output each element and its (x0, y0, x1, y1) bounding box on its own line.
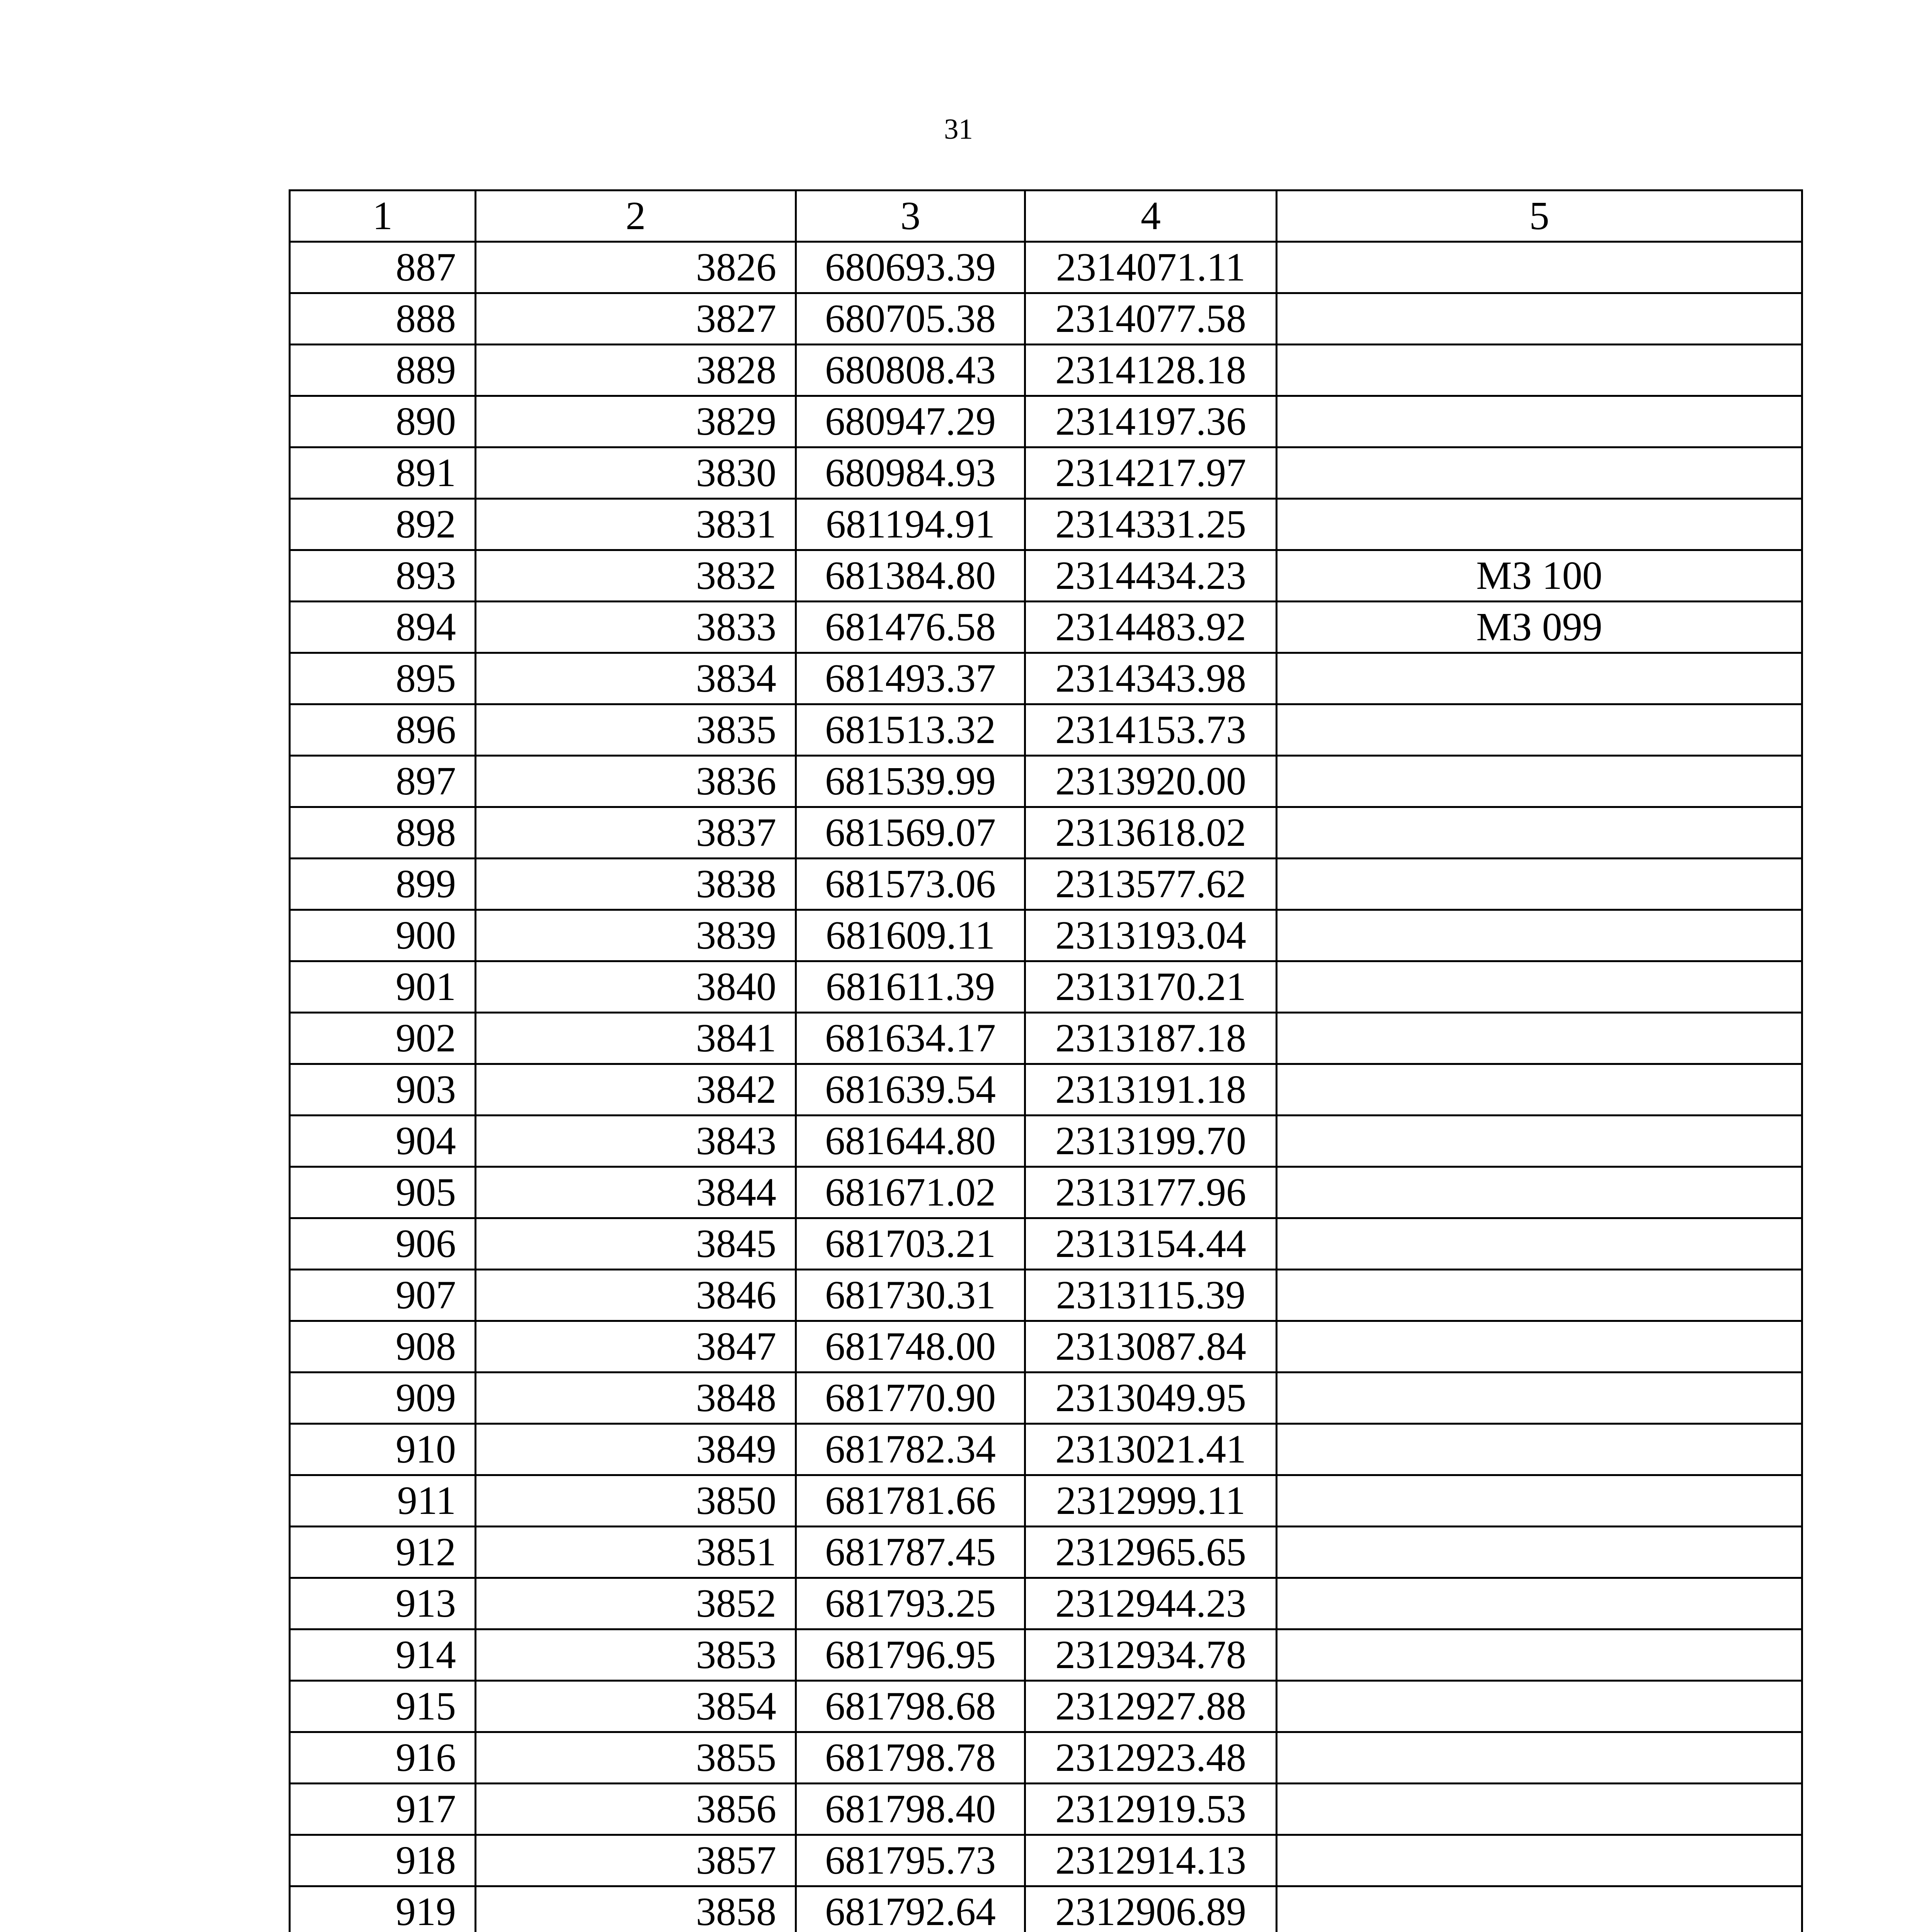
point-number-cell: 895 (290, 653, 476, 704)
point-id-cell: 3826 (476, 242, 796, 293)
point-id-cell: 3850 (476, 1475, 796, 1527)
y-coordinate-cell: 2313154.44 (1025, 1218, 1277, 1270)
y-coordinate-cell: 2314077.58 (1025, 293, 1277, 345)
point-id-cell: 3851 (476, 1527, 796, 1578)
point-id-cell: 3845 (476, 1218, 796, 1270)
y-coordinate-cell: 2312944.23 (1025, 1578, 1277, 1629)
note-cell (1277, 1578, 1802, 1629)
point-id-cell: 3848 (476, 1372, 796, 1424)
note-cell (1277, 704, 1802, 756)
x-coordinate-cell: 681194.91 (796, 499, 1025, 550)
table-row (290, 345, 1802, 396)
x-coordinate-cell: 681748.00 (796, 1321, 1025, 1372)
note-cell (1277, 396, 1802, 447)
x-coordinate-cell: 681798.78 (796, 1732, 1025, 1784)
point-id-cell: 3828 (476, 345, 796, 396)
point-number-cell: 891 (290, 447, 476, 499)
table-row (290, 859, 1802, 910)
point-id-cell: 3837 (476, 807, 796, 859)
y-coordinate-cell: 2313049.95 (1025, 1372, 1277, 1424)
point-id-cell: 3831 (476, 499, 796, 550)
table-row (290, 1321, 1802, 1372)
table-row (290, 550, 1802, 602)
coordinates-table (289, 189, 1803, 1932)
point-number-cell: 907 (290, 1270, 476, 1321)
x-coordinate-cell: 681384.80 (796, 550, 1025, 602)
note-cell (1277, 345, 1802, 396)
x-coordinate-cell: 681787.45 (796, 1527, 1025, 1578)
x-coordinate-cell: 681539.99 (796, 756, 1025, 807)
table-row (290, 961, 1802, 1013)
table-row (290, 653, 1802, 704)
x-coordinate-cell: 681781.66 (796, 1475, 1025, 1527)
x-coordinate-cell: 680808.43 (796, 345, 1025, 396)
point-number-cell: 910 (290, 1424, 476, 1475)
table-row (290, 1013, 1802, 1064)
point-id-cell: 3852 (476, 1578, 796, 1629)
note-cell (1277, 756, 1802, 807)
point-id-cell: 3844 (476, 1167, 796, 1218)
note-cell (1277, 961, 1802, 1013)
point-id-cell: 3857 (476, 1835, 796, 1886)
x-coordinate-cell: 681795.73 (796, 1835, 1025, 1886)
point-number-cell: 899 (290, 859, 476, 910)
note-cell (1277, 1886, 1802, 1932)
point-id-cell: 3835 (476, 704, 796, 756)
note-cell (1277, 1064, 1802, 1116)
note-cell (1277, 1475, 1802, 1527)
point-id-cell: 3849 (476, 1424, 796, 1475)
y-coordinate-cell: 2313087.84 (1025, 1321, 1277, 1372)
table-row (290, 1629, 1802, 1681)
table-row (290, 1270, 1802, 1321)
x-coordinate-cell: 680693.39 (796, 242, 1025, 293)
note-cell (1277, 1321, 1802, 1372)
note-cell (1277, 1218, 1802, 1270)
y-coordinate-cell: 2313577.62 (1025, 859, 1277, 910)
note-cell (1277, 1116, 1802, 1167)
note-cell (1277, 1013, 1802, 1064)
y-coordinate-cell: 2314128.18 (1025, 345, 1277, 396)
table-row (290, 293, 1802, 345)
point-number-cell: 897 (290, 756, 476, 807)
x-coordinate-cell: 680984.93 (796, 447, 1025, 499)
table-row (290, 1578, 1802, 1629)
note-cell (1277, 1629, 1802, 1681)
note-cell (1277, 1835, 1802, 1886)
table-row (290, 704, 1802, 756)
point-number-cell: 892 (290, 499, 476, 550)
note-cell (1277, 1732, 1802, 1784)
y-coordinate-cell: 2313021.41 (1025, 1424, 1277, 1475)
point-id-cell: 3842 (476, 1064, 796, 1116)
note-cell (1277, 242, 1802, 293)
y-coordinate-cell: 2314153.73 (1025, 704, 1277, 756)
y-coordinate-cell: 2314071.11 (1025, 242, 1277, 293)
x-coordinate-cell: 681573.06 (796, 859, 1025, 910)
point-id-cell: 3846 (476, 1270, 796, 1321)
point-id-cell: 3856 (476, 1784, 796, 1835)
header-cell-3: 3 (796, 190, 1025, 242)
y-coordinate-cell: 2313115.39 (1025, 1270, 1277, 1321)
point-id-cell: 3858 (476, 1886, 796, 1932)
note-cell (1277, 807, 1802, 859)
point-id-cell: 3843 (476, 1116, 796, 1167)
table-row (290, 1886, 1802, 1932)
point-number-cell: 898 (290, 807, 476, 859)
note-cell (1277, 1681, 1802, 1732)
x-coordinate-cell: 681792.64 (796, 1886, 1025, 1932)
y-coordinate-cell: 2313177.96 (1025, 1167, 1277, 1218)
table-row (290, 1372, 1802, 1424)
x-coordinate-cell: 681671.02 (796, 1167, 1025, 1218)
point-id-cell: 3840 (476, 961, 796, 1013)
y-coordinate-cell: 2314343.98 (1025, 653, 1277, 704)
note-cell (1277, 1784, 1802, 1835)
x-coordinate-cell: 681770.90 (796, 1372, 1025, 1424)
header-cell-4: 4 (1025, 190, 1277, 242)
header-cell-1: 1 (290, 190, 476, 242)
point-id-cell: 3839 (476, 910, 796, 961)
note-cell: МЗ 100 (1277, 550, 1802, 602)
y-coordinate-cell: 2313170.21 (1025, 961, 1277, 1013)
table-row (290, 1218, 1802, 1270)
note-cell (1277, 1527, 1802, 1578)
point-id-cell: 3833 (476, 602, 796, 653)
point-number-cell: 890 (290, 396, 476, 447)
y-coordinate-cell: 2312919.53 (1025, 1784, 1277, 1835)
y-coordinate-cell: 2314331.25 (1025, 499, 1277, 550)
point-id-cell: 3830 (476, 447, 796, 499)
y-coordinate-cell: 2314483.92 (1025, 602, 1277, 653)
table-body (290, 190, 1802, 1932)
point-id-cell: 3838 (476, 859, 796, 910)
y-coordinate-cell: 2314197.36 (1025, 396, 1277, 447)
point-number-cell: 914 (290, 1629, 476, 1681)
y-coordinate-cell: 2312965.65 (1025, 1527, 1277, 1578)
y-coordinate-cell: 2312927.88 (1025, 1681, 1277, 1732)
table-row (290, 756, 1802, 807)
note-cell (1277, 859, 1802, 910)
y-coordinate-cell: 2314217.97 (1025, 447, 1277, 499)
point-number-cell: 900 (290, 910, 476, 961)
point-number-cell: 888 (290, 293, 476, 345)
point-number-cell: 887 (290, 242, 476, 293)
point-number-cell: 912 (290, 1527, 476, 1578)
point-id-cell: 3834 (476, 653, 796, 704)
table-row (290, 602, 1802, 653)
point-id-cell: 3841 (476, 1013, 796, 1064)
point-number-cell: 889 (290, 345, 476, 396)
x-coordinate-cell: 681798.68 (796, 1681, 1025, 1732)
y-coordinate-cell: 2312923.48 (1025, 1732, 1277, 1784)
x-coordinate-cell: 681644.80 (796, 1116, 1025, 1167)
point-id-cell: 3853 (476, 1629, 796, 1681)
y-coordinate-cell: 2313193.04 (1025, 910, 1277, 961)
x-coordinate-cell: 681569.07 (796, 807, 1025, 859)
y-coordinate-cell: 2313191.18 (1025, 1064, 1277, 1116)
x-coordinate-cell: 681611.39 (796, 961, 1025, 1013)
point-number-cell: 918 (290, 1835, 476, 1886)
point-number-cell: 908 (290, 1321, 476, 1372)
point-number-cell: 905 (290, 1167, 476, 1218)
y-coordinate-cell: 2312906.89 (1025, 1886, 1277, 1932)
point-id-cell: 3855 (476, 1732, 796, 1784)
point-number-cell: 896 (290, 704, 476, 756)
point-number-cell: 901 (290, 961, 476, 1013)
note-cell (1277, 447, 1802, 499)
y-coordinate-cell: 2313618.02 (1025, 807, 1277, 859)
x-coordinate-cell: 681476.58 (796, 602, 1025, 653)
point-number-cell: 911 (290, 1475, 476, 1527)
point-number-cell: 916 (290, 1732, 476, 1784)
table-row (290, 1064, 1802, 1116)
note-cell (1277, 1372, 1802, 1424)
table-row (290, 1732, 1802, 1784)
point-number-cell: 915 (290, 1681, 476, 1732)
point-number-cell: 906 (290, 1218, 476, 1270)
note-cell (1277, 910, 1802, 961)
point-number-cell: 893 (290, 550, 476, 602)
note-cell (1277, 653, 1802, 704)
x-coordinate-cell: 681634.17 (796, 1013, 1025, 1064)
x-coordinate-cell: 681782.34 (796, 1424, 1025, 1475)
note-cell (1277, 499, 1802, 550)
x-coordinate-cell: 681513.32 (796, 704, 1025, 756)
point-number-cell: 902 (290, 1013, 476, 1064)
header-cell-5: 5 (1277, 190, 1802, 242)
x-coordinate-cell: 681796.95 (796, 1629, 1025, 1681)
x-coordinate-cell: 680947.29 (796, 396, 1025, 447)
table-row (290, 1424, 1802, 1475)
note-cell (1277, 1424, 1802, 1475)
note-cell: МЗ 099 (1277, 602, 1802, 653)
point-id-cell: 3827 (476, 293, 796, 345)
x-coordinate-cell: 681609.11 (796, 910, 1025, 961)
point-number-cell: 903 (290, 1064, 476, 1116)
note-cell (1277, 293, 1802, 345)
point-id-cell: 3847 (476, 1321, 796, 1372)
table-row (290, 910, 1802, 961)
point-number-cell: 904 (290, 1116, 476, 1167)
point-number-cell: 919 (290, 1886, 476, 1932)
table-row (290, 396, 1802, 447)
point-number-cell: 909 (290, 1372, 476, 1424)
point-number-cell: 917 (290, 1784, 476, 1835)
point-id-cell: 3854 (476, 1681, 796, 1732)
y-coordinate-cell: 2313187.18 (1025, 1013, 1277, 1064)
table-row (290, 1527, 1802, 1578)
note-cell (1277, 1167, 1802, 1218)
table-row (290, 242, 1802, 293)
x-coordinate-cell: 681493.37 (796, 653, 1025, 704)
table-row (290, 1116, 1802, 1167)
point-id-cell: 3829 (476, 396, 796, 447)
y-coordinate-cell: 2313199.70 (1025, 1116, 1277, 1167)
table-row (290, 1784, 1802, 1835)
x-coordinate-cell: 681793.25 (796, 1578, 1025, 1629)
table-row (290, 807, 1802, 859)
table-row (290, 447, 1802, 499)
y-coordinate-cell: 2313920.00 (1025, 756, 1277, 807)
point-id-cell: 3832 (476, 550, 796, 602)
point-number-cell: 913 (290, 1578, 476, 1629)
x-coordinate-cell: 680705.38 (796, 293, 1025, 345)
x-coordinate-cell: 681730.31 (796, 1270, 1025, 1321)
table-row (290, 1681, 1802, 1732)
y-coordinate-cell: 2312934.78 (1025, 1629, 1277, 1681)
table-header-row (290, 190, 1802, 242)
table-row (290, 1475, 1802, 1527)
point-id-cell: 3836 (476, 756, 796, 807)
note-cell (1277, 1270, 1802, 1321)
table-row (290, 1167, 1802, 1218)
y-coordinate-cell: 2312914.13 (1025, 1835, 1277, 1886)
x-coordinate-cell: 681798.40 (796, 1784, 1025, 1835)
page-number: 31 (944, 113, 973, 145)
x-coordinate-cell: 681703.21 (796, 1218, 1025, 1270)
table-row (290, 499, 1802, 550)
header-cell-2: 2 (476, 190, 796, 242)
y-coordinate-cell: 2312999.11 (1025, 1475, 1277, 1527)
point-number-cell: 894 (290, 602, 476, 653)
table-row (290, 1835, 1802, 1886)
y-coordinate-cell: 2314434.23 (1025, 550, 1277, 602)
x-coordinate-cell: 681639.54 (796, 1064, 1025, 1116)
